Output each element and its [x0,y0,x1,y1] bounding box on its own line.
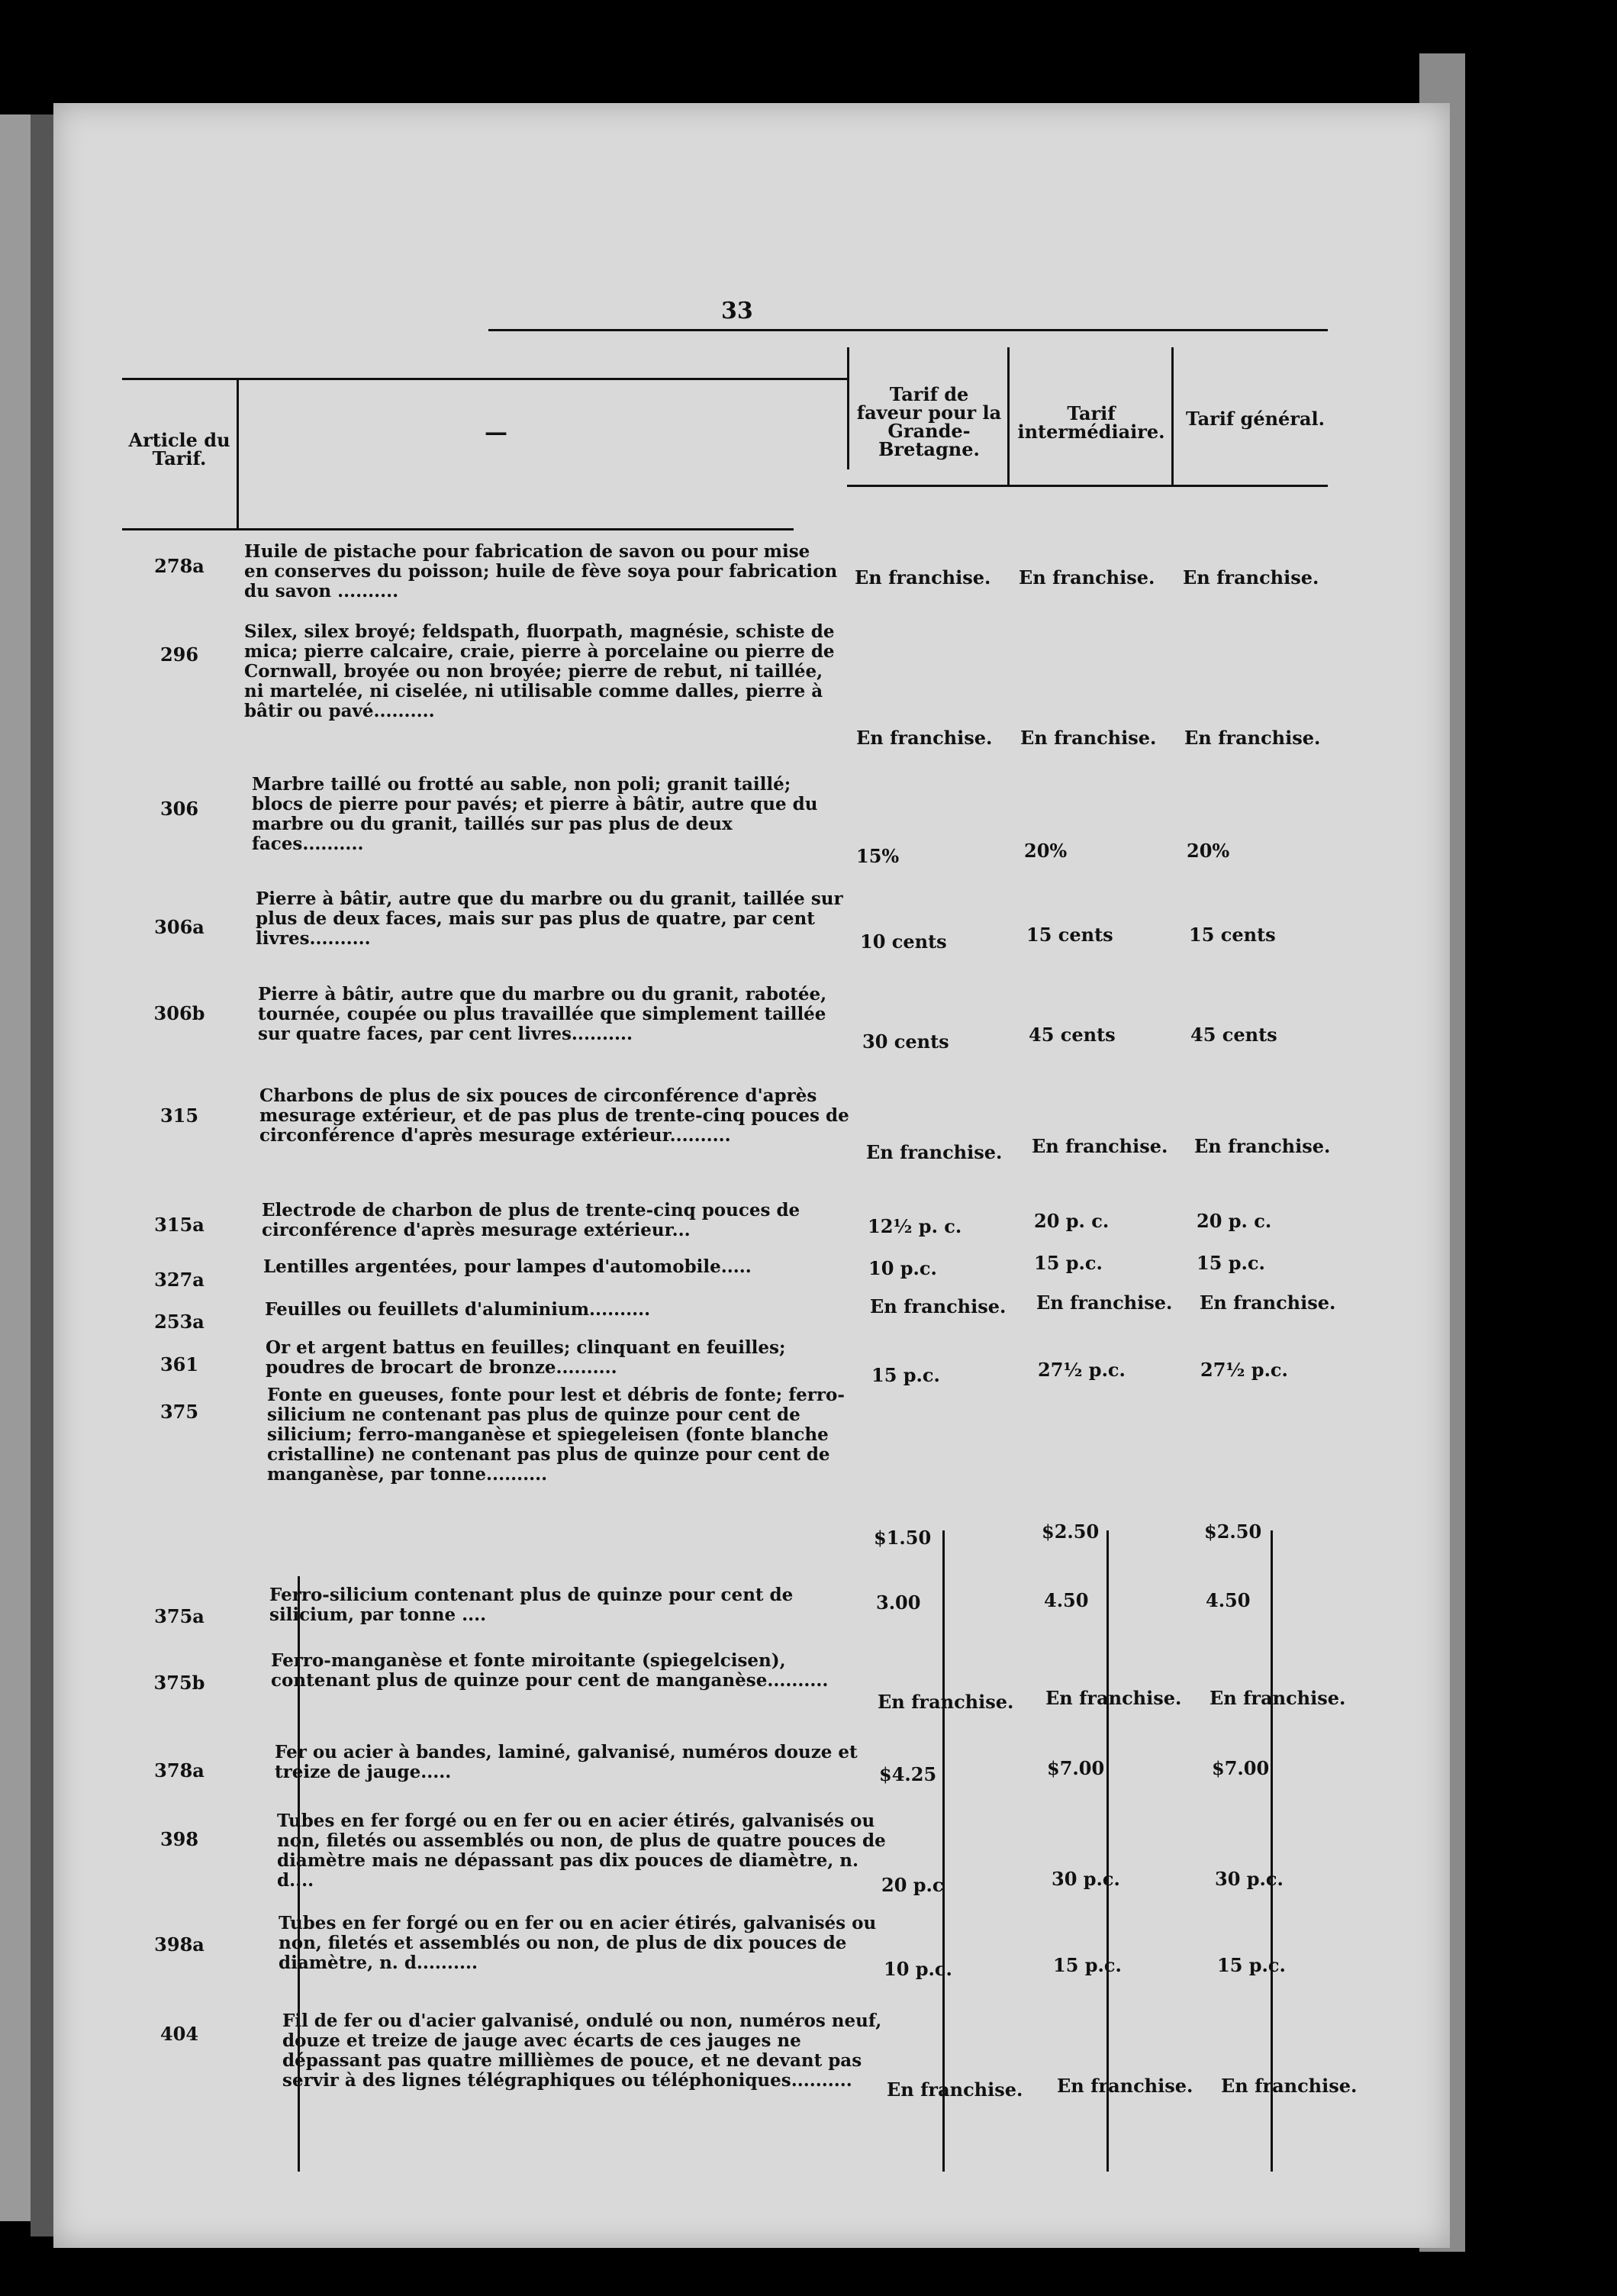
intermediate-rate: 15 p.c. [1034,1252,1103,1274]
intermediate-rate: 4.50 [1044,1589,1089,1611]
scanned-page [53,103,1450,2248]
article-number: 398 [159,1828,199,1850]
header-article: Article du Tarif. [128,429,230,469]
article-number: 278a [154,555,205,577]
item-description: Lentilles argentées, pour lampes d'automobile..... [263,1256,752,1277]
general-rate: 30 p.c. [1215,1868,1284,1890]
general-rate: En franchise. [1200,1292,1336,1314]
article-number: 404 [159,2023,199,2045]
general-rate: En franchise. [1183,566,1319,589]
article-number: 361 [159,1353,199,1375]
book-binding [31,114,53,2236]
column-divider-article [237,378,239,530]
column-divider-description [847,347,849,469]
intermediate-rate: En franchise. [1045,1687,1182,1709]
preferential-rate: En franchise. [870,1295,1007,1317]
preferential-rate: 20 p.c [881,1874,944,1896]
intermediate-rate: En franchise. [1020,727,1157,749]
item-description: Tubes en fer forgé ou en fer ou en acier étirés, galvanisés ou non, filetés et assemblés ou non, de plus de dix pouces de diamètre, n. d.......... [279,1913,877,1973]
article-number: 375b [153,1672,205,1694]
intermediate-rate: En franchise. [1032,1135,1168,1157]
intermediate-rate: 27½ p.c. [1038,1359,1126,1381]
item-description: Or et argent battus en feuilles; clinquant en feuilles; poudres de brocart de bronze.......... [266,1337,786,1378]
article-number: 296 [159,643,199,666]
column-divider-intermediate [1171,347,1174,485]
general-rate: 4.50 [1206,1589,1251,1611]
intermediate-rate: En franchise. [1057,2075,1193,2097]
general-rate: 27½ p.c. [1200,1359,1288,1381]
header-preferential: Tarif de faveur pour la Grande-Bretagne. [856,383,1002,460]
intermediate-rate: 15 cents [1026,924,1113,946]
preferential-rate: $1.50 [874,1527,932,1549]
preferential-rate: En franchise. [878,1691,1014,1713]
general-rate: En franchise. [1184,727,1321,749]
preferential-rate: 10 cents [860,930,947,953]
header-bottom-rule-right [847,485,1328,487]
general-rate: $7.00 [1212,1757,1270,1779]
intermediate-rate: En franchise. [1019,566,1155,589]
intermediate-rate: En franchise. [1036,1292,1173,1314]
header-intermediate: Tarif intermédiaire. [1017,402,1165,443]
preferential-rate: 10 p.c. [884,1958,952,1980]
item-description: Pierre à bâtir, autre que du marbre ou du granit, taillée sur plus de deux faces, mais sur pas plus de quatre, par cent livres.......... [256,888,843,949]
preferential-rate: 3.00 [876,1591,921,1614]
article-number: 306b [153,1002,205,1024]
column-divider-preferential [1007,347,1010,485]
general-rate: En franchise. [1210,1687,1346,1709]
item-description: Tubes en fer forgé ou en fer ou en acier étirés, galvanisés ou non, filetés ou assemblés ou non, de plus de quatre pouces de diamètre mais ne dépassant pas dix pouces de diamètre, n. d.... [277,1811,886,1891]
intermediate-rate: $2.50 [1042,1520,1100,1543]
preferential-rate: En franchise. [866,1141,1003,1163]
article-number: 375 [159,1401,199,1423]
article-number: 398a [154,1933,205,1956]
item-description: Charbons de plus de six pouces de circonférence d'après mesurage extérieur, et de pas plus de trente-cinq pouces de circonférence d'après mesurage extérieur.......... [259,1085,849,1146]
intermediate-rate: 20% [1024,840,1068,862]
general-rate: 20 p. c. [1197,1210,1272,1232]
item-description: Fonte en gueuses, fonte pour lest et débris de fonte; ferro-silicium ne contenant pas plus de quinze pour cent de silicium; ferro-manganèse et spiegeleisen (fonte blanche cristalline) ne contenant pas plus de quinze pour cent de manganèse, par tonne.......... [267,1385,845,1485]
item-description: Ferro-manganèse et fonte miroitante (spiegelcisen), contenant plus de quinze pour cent de manganèse.......... [271,1650,829,1691]
top-rule [488,329,1328,331]
article-number: 375a [154,1605,205,1627]
general-rate: En franchise. [1194,1135,1331,1157]
tariff-table [122,195,1358,2179]
item-description: Huile de pistache pour fabrication de savon ou pour mise en conserves du poisson; huile de fève soya pour fabrication du savon .......... [244,541,838,601]
preferential-rate: $4.25 [879,1763,937,1785]
general-rate: 20% [1187,840,1230,862]
item-description: Feuilles ou feuillets d'aluminium.......... [265,1299,651,1320]
item-description: Fer ou acier à bandes, laminé, galvanisé, numéros douze et treize de jauge..... [275,1742,858,1782]
preferential-rate: En franchise. [887,2078,1023,2101]
article-number: 378a [154,1759,205,1782]
preferential-rate: 15% [856,845,900,867]
item-description: Silex, silex broyé; feldspath, fluorpath, magnésie, schiste de mica; pierre calcaire, craie, pierre à porcelaine ou pierre de Cornwall, broyée ou non broyée; pierre de rebut, ni taillée, ni martelée, ni ciselée, ni utilisable comme dalles, pierre à bâtir ou pavé.......... [244,621,835,721]
intermediate-rate: $7.00 [1047,1757,1105,1779]
item-description: Ferro-silicium contenant plus de quinze pour cent de silicium, par tonne .... [269,1585,794,1625]
adjacent-page-edge [0,114,31,2221]
preferential-rate: 15 p.c. [871,1364,940,1386]
general-rate: En franchise. [1221,2075,1358,2097]
item-description: Pierre à bâtir, autre que du marbre ou du granit, rabotée, tournée, coupée ou plus travaillée que simplement taillée sur quatre faces, par cent livres.......... [258,984,827,1044]
article-number: 253a [154,1311,205,1333]
general-rate: 15 p.c. [1197,1252,1265,1274]
page-number: 33 [721,298,753,324]
header-general: Tarif général. [1186,408,1325,430]
item-description: Electrode de charbon de plus de trente-cinq pouces de circonférence d'après mesurage extérieur... [262,1200,800,1240]
article-number: 306a [154,916,205,938]
general-rate: 15 p.c. [1217,1954,1286,1976]
header-top-rule [122,378,847,380]
preferential-rate: 30 cents [862,1030,949,1053]
preferential-rate: En franchise. [856,727,993,749]
preferential-rate: En franchise. [855,566,991,589]
preferential-rate: 10 p.c. [868,1257,937,1279]
article-number: 315 [159,1104,199,1127]
header-bottom-rule [122,528,794,530]
header-description: — [485,419,507,446]
intermediate-rate: 30 p.c. [1052,1868,1120,1890]
general-rate: 15 cents [1189,924,1276,946]
item-description: Marbre taillé ou frotté au sable, non poli; granit taillé; blocs de pierre pour pavés; et pierre à bâtir, autre que du marbre ou du granit, taillés sur pas plus de deux faces.......... [252,774,818,854]
intermediate-rate: 45 cents [1029,1024,1116,1046]
rates-divider-1 [942,1530,945,2172]
general-rate: 45 cents [1190,1024,1277,1046]
intermediate-rate: 15 p.c. [1053,1954,1122,1976]
intermediate-rate: 20 p. c. [1034,1210,1110,1232]
article-number: 315a [154,1214,205,1236]
article-number: 306 [159,798,199,820]
preferential-rate: 12½ p. c. [868,1215,962,1237]
item-description: Fil de fer ou d'acier galvanisé, ondulé ou non, numéros neuf, douze et treize de jauge avec écarts de ces jauges ne dépassant pas quatre millièmes de pouce, et ne devant pas servir à des lignes télégraphiques ou téléphoniques.......... [282,2011,882,2091]
article-number: 327a [154,1269,205,1291]
general-rate: $2.50 [1204,1520,1262,1543]
